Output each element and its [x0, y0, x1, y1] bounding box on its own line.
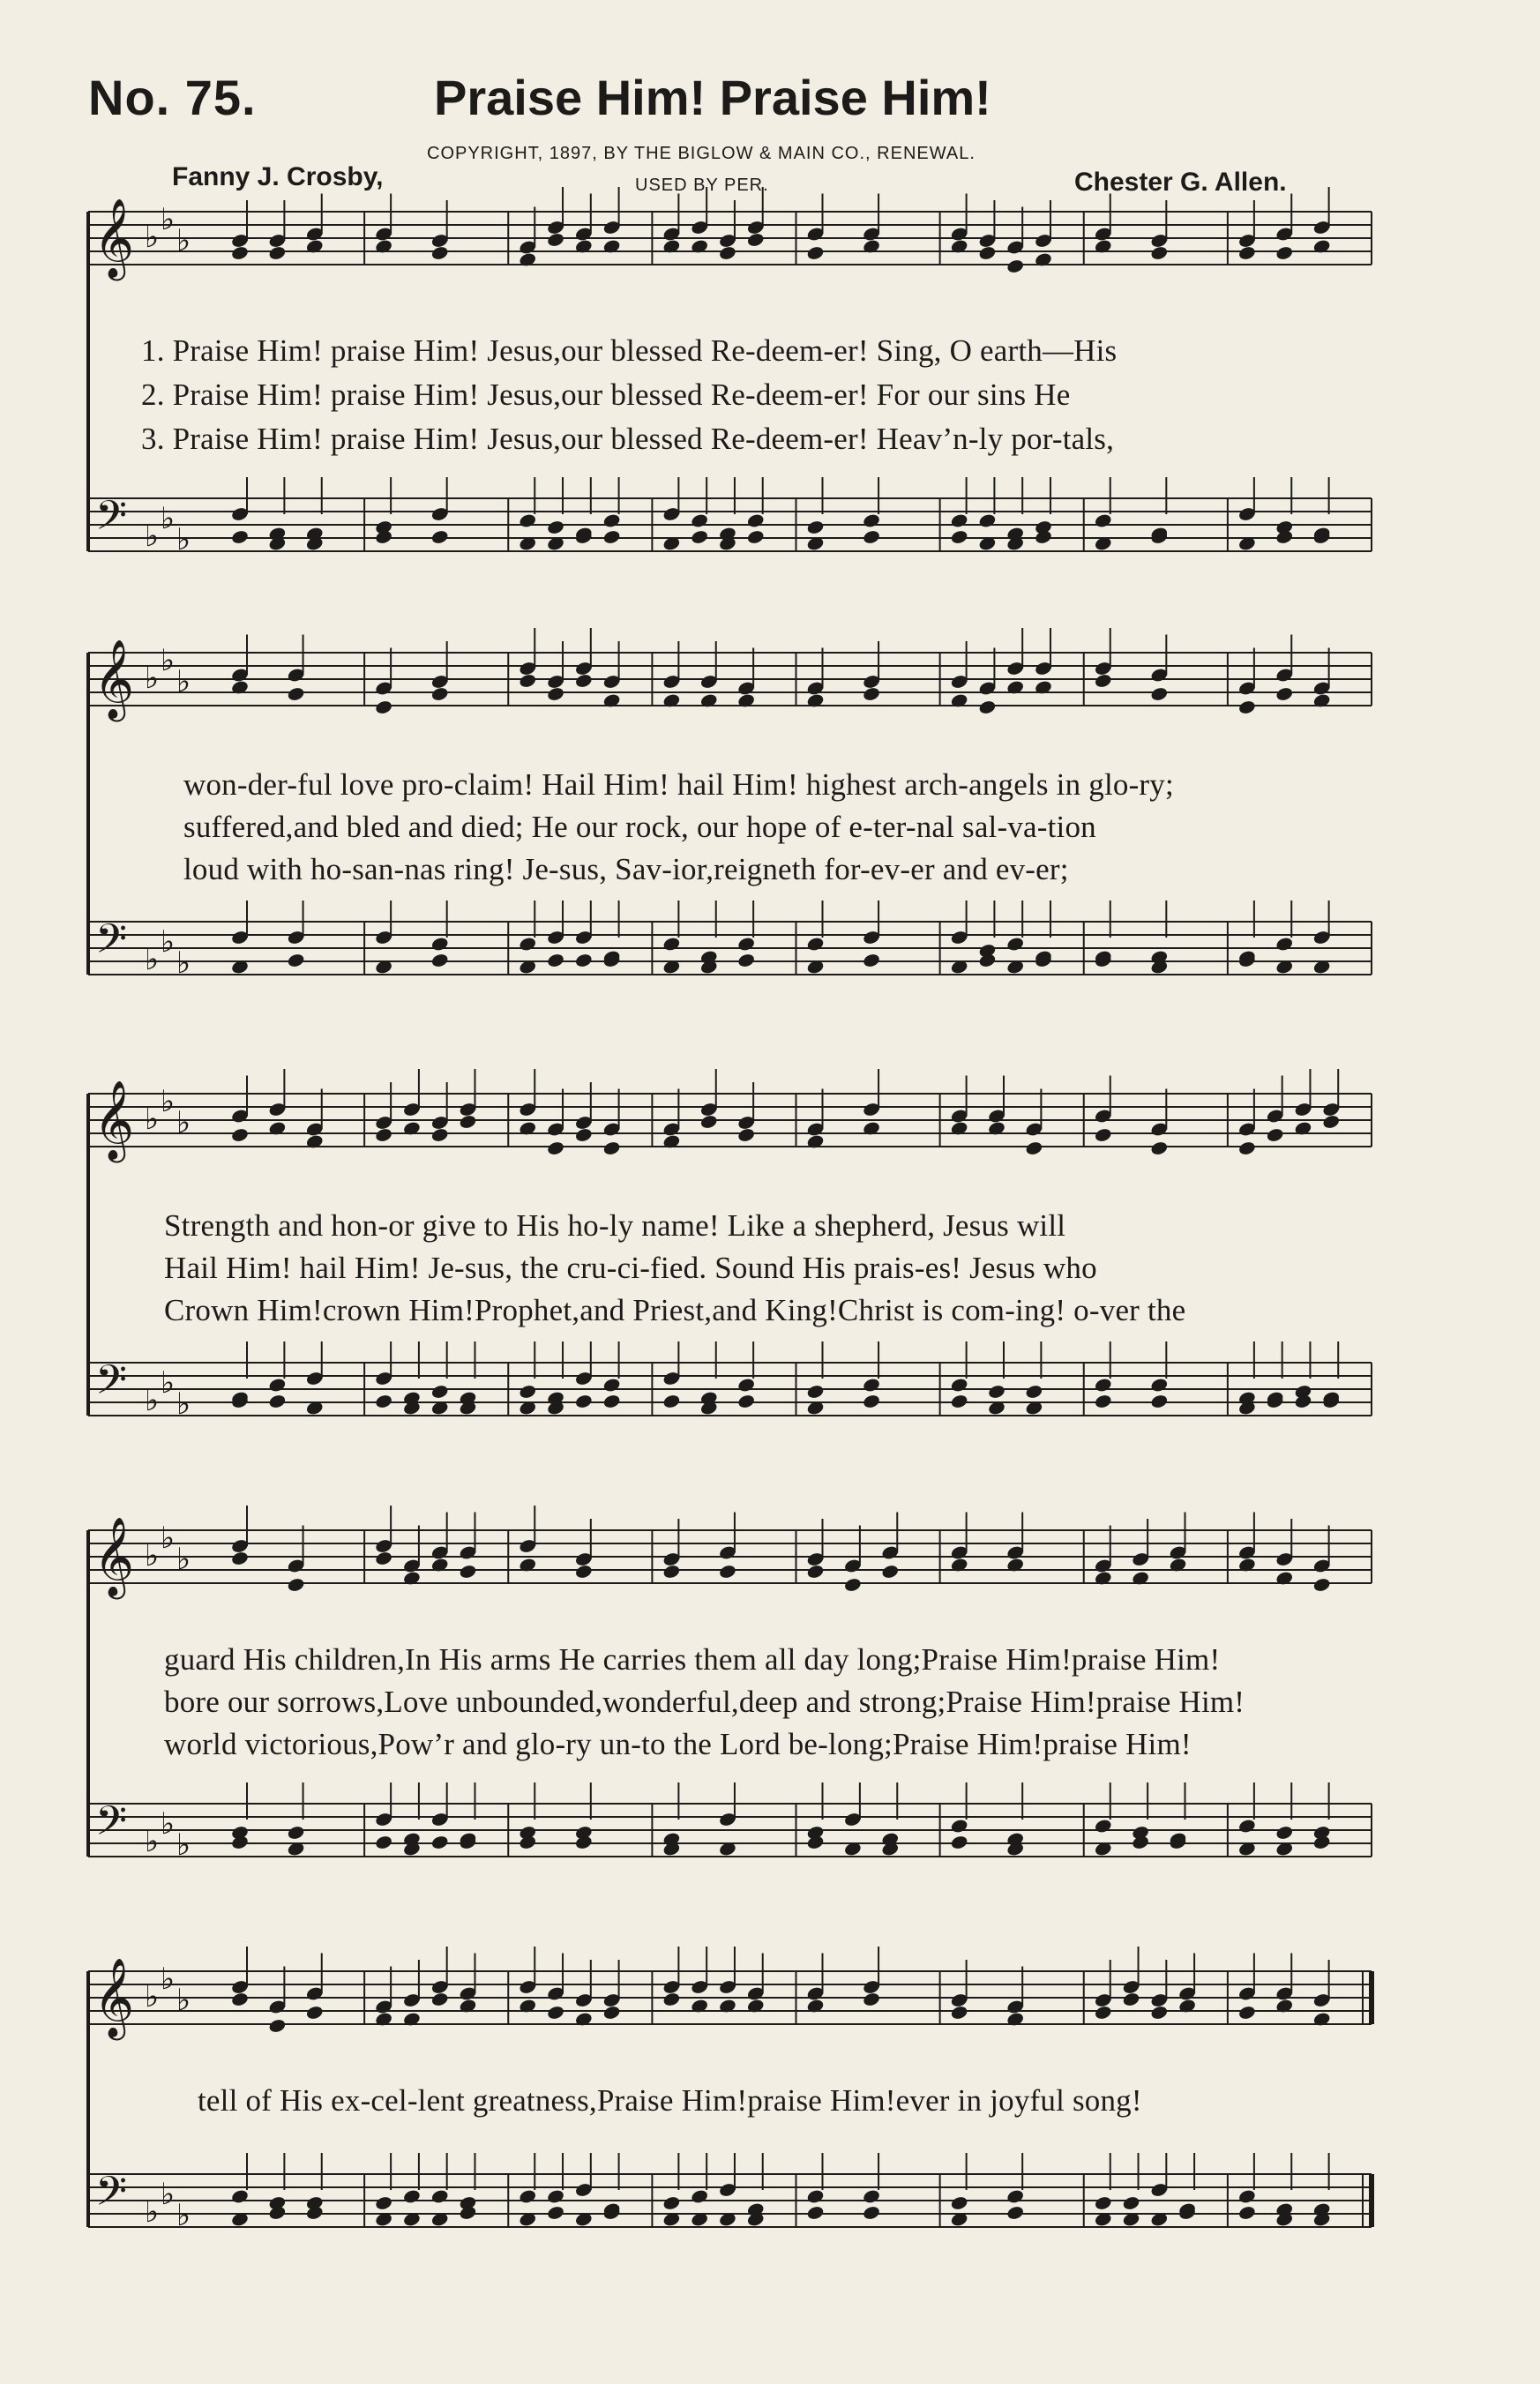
note-head [1237, 1140, 1256, 1156]
lyric-line: world victorious,Pow’r and glo-ry un-to the Lord be-long;Praise Him!praise Him! [164, 1727, 1192, 1761]
note-head [736, 1377, 755, 1393]
note-head [519, 1384, 537, 1400]
note-head [268, 1377, 287, 1393]
lyric-line: won-der-ful love pro-claim! Hail Him! hail Him! highest arch-angels in glo-ry; [183, 767, 1174, 802]
note-head [862, 529, 880, 545]
note-head [978, 699, 997, 715]
flat-icon: ♭ [161, 1962, 176, 1997]
note-head [430, 245, 449, 261]
hymn-number: No. 75. [88, 70, 257, 125]
note-head [746, 529, 765, 545]
flat-icon: ♭ [176, 1386, 191, 1422]
note-head [662, 1564, 681, 1580]
note-head [1150, 2005, 1169, 2021]
note-head [806, 1384, 825, 1400]
flat-icon: ♭ [145, 220, 160, 255]
note-head [1094, 1377, 1112, 1393]
note-head [459, 1564, 477, 1580]
flat-icon: ♭ [161, 2177, 176, 2212]
note-head [287, 1577, 305, 1593]
note-head [1025, 1140, 1043, 1156]
note-head [574, 953, 593, 968]
flat-icon: ♭ [161, 1365, 176, 1401]
note-head [1094, 673, 1112, 689]
note-head [574, 1564, 593, 1580]
flat-icon: ♭ [176, 1827, 191, 1863]
note-head [806, 2205, 825, 2221]
note-head [718, 245, 736, 261]
note-head [230, 1551, 249, 1566]
note-head [519, 936, 537, 952]
flat-icon: ♭ [161, 924, 176, 960]
lyric-line: Strength and hon-or give to His ho-ly name! Like a shepherd, Jesus will [164, 1208, 1066, 1243]
note-head [1275, 686, 1294, 702]
note-head [268, 1394, 287, 1409]
note-head [374, 2195, 392, 2211]
hymn-title: Praise Him! Praise Him! [434, 70, 991, 125]
note-head [1237, 245, 1256, 261]
flat-icon: ♭ [176, 945, 191, 981]
bass-clef-icon: 𝄢 [95, 2168, 128, 2225]
flat-icon: ♭ [176, 2198, 191, 2233]
note-head [1150, 1394, 1169, 1409]
note-head [374, 1551, 392, 1566]
note-head [950, 529, 968, 545]
note-head [736, 1394, 755, 1409]
note-head [806, 519, 825, 535]
lyric-line: tell of His ex-cel-lent greatness,Praise Him!praise Him!ever in joyful song! [198, 2083, 1142, 2118]
flat-icon: ♭ [161, 643, 176, 678]
note-head [546, 519, 564, 535]
note-head [546, 2188, 564, 2204]
flat-icon: ♭ [176, 1542, 191, 1577]
note-head [862, 1992, 880, 2007]
flat-icon: ♭ [176, 664, 191, 699]
note-head [430, 936, 449, 952]
note-head [1094, 1127, 1112, 1143]
bass-clef-icon: 𝄢 [95, 1797, 128, 1855]
note-head [430, 1835, 449, 1850]
flat-icon: ♭ [145, 519, 160, 554]
note-head [602, 1394, 621, 1409]
flat-icon: ♭ [145, 1824, 160, 1859]
note-head [662, 1394, 681, 1409]
note-head [230, 245, 249, 261]
note-head [1237, 2005, 1256, 2021]
note-head [374, 1835, 392, 1850]
flat-icon: ♭ [145, 1383, 160, 1418]
note-head [862, 2205, 880, 2221]
note-head [1094, 1394, 1112, 1409]
note-head [430, 529, 449, 545]
note-head [602, 1377, 621, 1393]
note-head [1122, 2195, 1140, 2211]
note-head [1275, 1825, 1294, 1841]
note-head [806, 1564, 825, 1580]
note-head [881, 1564, 900, 1580]
note-head [268, 2018, 287, 2034]
note-head [546, 2205, 564, 2221]
note-head [287, 1825, 305, 1841]
bass-clef-icon: 𝄢 [95, 1356, 128, 1414]
flat-icon: ♭ [161, 1084, 176, 1119]
note-head [736, 936, 755, 952]
bass-clef-icon: 𝄢 [95, 492, 128, 549]
note-head [950, 2195, 968, 2211]
note-head [978, 245, 997, 261]
note-head [430, 1127, 449, 1143]
note-head [602, 2005, 621, 2021]
note-head [374, 1394, 392, 1409]
note-head [746, 232, 765, 248]
note-head [862, 953, 880, 968]
note-head [690, 529, 708, 545]
lyric-line: 3. Praise Him! praise Him! Jesus,our blessed Re-deem-er! Heav’n-ly por-tals, [141, 422, 1115, 456]
note-head [736, 1127, 755, 1143]
note-head [1094, 1818, 1112, 1834]
flat-icon: ♭ [161, 1806, 176, 1842]
note-head [1006, 2205, 1025, 2221]
note-head [950, 1818, 968, 1834]
note-head [574, 1127, 593, 1143]
note-head [459, 1114, 477, 1130]
lyric-line: 2. Praise Him! praise Him! Jesus,our blessed Re-deem-er! For our sins He [141, 377, 1071, 412]
note-head [843, 1577, 862, 1593]
note-head [978, 512, 997, 528]
lyric-line: suffered,and bled and died; He our rock, our hope of e-ter-nal sal-va-tion [183, 810, 1096, 844]
note-head [519, 512, 537, 528]
note-head [268, 245, 287, 261]
flat-icon: ♭ [161, 1521, 176, 1556]
note-head [862, 1377, 880, 1393]
note-head [374, 1127, 392, 1143]
note-head [602, 1140, 621, 1156]
treble-clef-icon: 𝄞 [93, 1517, 135, 1596]
note-head [806, 936, 825, 952]
note-head [662, 936, 681, 952]
flat-icon: ♭ [145, 661, 160, 696]
note-head [519, 2188, 537, 2204]
note-head [230, 1992, 249, 2007]
note-head [690, 2188, 708, 2204]
note-head [574, 1394, 593, 1409]
note-head [1006, 2188, 1025, 2204]
note-head [1237, 2205, 1256, 2221]
note-head [546, 1140, 564, 1156]
note-head [1150, 1140, 1169, 1156]
note-head [602, 512, 621, 528]
lyric-line: Hail Him! hail Him! Je-sus, the cru-ci-fied. Sound His prais-es! Jesus who [164, 1251, 1097, 1285]
note-head [1275, 936, 1294, 952]
flat-icon: ♭ [161, 501, 176, 536]
note-head [1150, 1377, 1169, 1393]
note-head [546, 686, 564, 702]
note-head [430, 1384, 449, 1400]
note-head [230, 2188, 249, 2204]
usage-notice: USED BY PER. [635, 176, 769, 195]
flat-icon: ♭ [176, 1983, 191, 2018]
lyric-line: Crown Him!crown Him!Prophet,and Priest,and King!Christ is com-ing! o-ver the [164, 1293, 1186, 1327]
note-head [287, 953, 305, 968]
note-head [1237, 2188, 1256, 2204]
note-head [546, 2005, 564, 2021]
note-head [1275, 245, 1294, 261]
note-head [662, 1992, 681, 2007]
treble-clef-icon: 𝄞 [93, 1080, 135, 1160]
flat-icon: ♭ [176, 223, 191, 258]
flat-icon: ♭ [176, 522, 191, 557]
note-head [950, 512, 968, 528]
note-head [690, 512, 708, 528]
lyric-line: 1. Praise Him! praise Him! Jesus,our blessed Re-deem-er! Sing, O earth—His [141, 333, 1118, 368]
note-head [430, 2188, 449, 2204]
note-head [519, 673, 537, 689]
note-head [746, 512, 765, 528]
note-head [574, 673, 593, 689]
note-head [1122, 1992, 1140, 2007]
note-head [1094, 512, 1112, 528]
note-head [230, 1127, 249, 1143]
treble-clef-icon: 𝄞 [93, 198, 135, 278]
note-head [430, 686, 449, 702]
lyric-line: guard His children,In His arms He carries them all day long;Praise Him!praise Him! [164, 1642, 1221, 1677]
note-head [374, 699, 392, 715]
note-head [1150, 686, 1169, 702]
note-head [662, 2195, 681, 2211]
note-head [1094, 2195, 1112, 2211]
note-head [1094, 2005, 1112, 2021]
note-head [862, 512, 880, 528]
note-head [602, 529, 621, 545]
note-head [1312, 1577, 1331, 1593]
note-head [699, 1114, 718, 1130]
note-head [1237, 699, 1256, 715]
note-head [736, 953, 755, 968]
note-head [1266, 1127, 1284, 1143]
note-head [402, 2188, 421, 2204]
bass-clef-icon: 𝄢 [95, 915, 128, 973]
note-head [950, 1377, 968, 1393]
note-head [1006, 258, 1025, 274]
note-head [987, 1384, 1005, 1400]
treble-clef-icon: 𝄞 [93, 639, 135, 719]
note-head [862, 1394, 880, 1409]
treble-clef-icon: 𝄞 [93, 1958, 135, 2037]
note-head [430, 1992, 449, 2007]
note-head [862, 686, 880, 702]
note-head [1006, 936, 1025, 952]
lyricist-credit: Fanny J. Crosby, [172, 162, 384, 191]
flat-icon: ♭ [145, 2194, 160, 2230]
note-head [862, 2188, 880, 2204]
flat-icon: ♭ [145, 1538, 160, 1573]
note-head [1150, 245, 1169, 261]
flat-icon: ♭ [145, 1979, 160, 2014]
note-head [806, 2188, 825, 2204]
note-head [546, 953, 564, 968]
flat-icon: ♭ [145, 942, 160, 977]
note-head [1237, 1818, 1256, 1834]
note-head [950, 1394, 968, 1409]
flat-icon: ♭ [161, 202, 176, 237]
note-head [1322, 1114, 1341, 1130]
note-head [287, 686, 305, 702]
note-head [546, 232, 564, 248]
flat-icon: ♭ [176, 1105, 191, 1140]
copyright-notice: COPYRIGHT, 1897, BY THE BIGLOW & MAIN CO., RENEWAL. [427, 144, 976, 163]
note-head [718, 1564, 736, 1580]
note-head [950, 1835, 968, 1850]
note-head [950, 2005, 968, 2021]
composer-credit: Chester G. Allen. [1074, 168, 1287, 197]
note-head [430, 953, 449, 968]
flat-icon: ♭ [145, 1102, 160, 1137]
lyric-line: loud with ho-san-nas ring! Je-sus, Sav-ior,reigneth for-ev-er and ev-er; [183, 852, 1069, 886]
note-head [230, 529, 249, 545]
note-head [305, 2005, 324, 2021]
note-head [806, 245, 825, 261]
lyric-line: bore our sorrows,Love unbounded,wonderful,deep and strong;Praise Him!praise Him! [164, 1685, 1245, 1719]
note-head [1025, 1384, 1043, 1400]
